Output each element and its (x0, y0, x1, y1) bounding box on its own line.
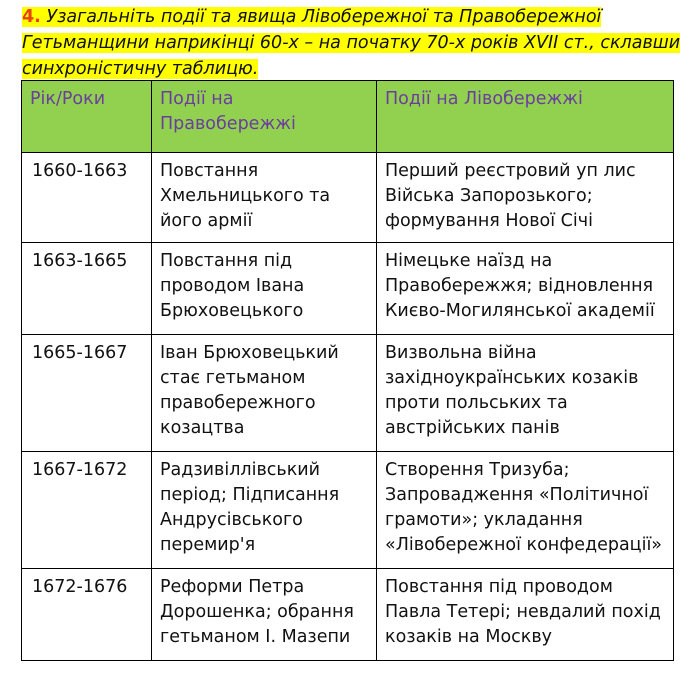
synchronistic-table (21, 80, 674, 661)
table-row (22, 569, 674, 661)
cell-left-bank: Визвольна війна західноукраїнських козаків проти польських та австрійських панів (377, 335, 674, 452)
table-row (22, 153, 674, 243)
task-statement (22, 4, 682, 82)
cell-years: 1667-1672 (22, 452, 152, 569)
task-number: 4. (22, 7, 41, 27)
cell-years: 1660-1663 (22, 153, 152, 243)
cell-years: 1663-1665 (22, 243, 152, 335)
cell-right-bank: Повстання під проводом Івана Брюховецького (152, 243, 377, 335)
cell-right-bank: Реформи Петра Дорошенка; обрання гетьманом І. Мазепи (152, 569, 377, 661)
header-left-bank: Події на Лівобережжі (377, 81, 674, 153)
cell-years: 1672-1676 (22, 569, 152, 661)
table-header-row (22, 81, 674, 153)
cell-left-bank: Німецьке наїзд на Правобережжя; відновлення Києво-Могилянської академії (377, 243, 674, 335)
cell-years: 1665-1667 (22, 335, 152, 452)
task-highlight (22, 7, 680, 79)
cell-right-bank: Радзивіллівський період; Підписання Андрусівського перемир'я (152, 452, 377, 569)
header-years: Рік/Роки (22, 81, 152, 153)
cell-right-bank: Повстання Хмельницького та його армії (152, 153, 377, 243)
table-row (22, 452, 674, 569)
cell-left-bank: Перший реєстровий уп лис Війська Запорозького; формування Нової Січі (377, 153, 674, 243)
cell-right-bank: Іван Брюховецький стає гетьманом правобережного козацтва (152, 335, 377, 452)
cell-left-bank: Створення Тризуба; Запровадження «Політичної грамоти»; укладання «Лівобережної конфедерації» (377, 452, 674, 569)
task-text: Узагальніть події та явища Лівобережної та Правобережної Гетьманщини наприкінці 60-х – на початку 70-х років XVII ст., склавши синхроністичну таблицю. (22, 7, 681, 79)
table-row (22, 335, 674, 452)
table-row (22, 243, 674, 335)
cell-left-bank: Повстання під проводом Павла Тетері; невдалий похід козаків на Москву (377, 569, 674, 661)
header-right-bank: Події на Правобережжі (152, 81, 377, 153)
